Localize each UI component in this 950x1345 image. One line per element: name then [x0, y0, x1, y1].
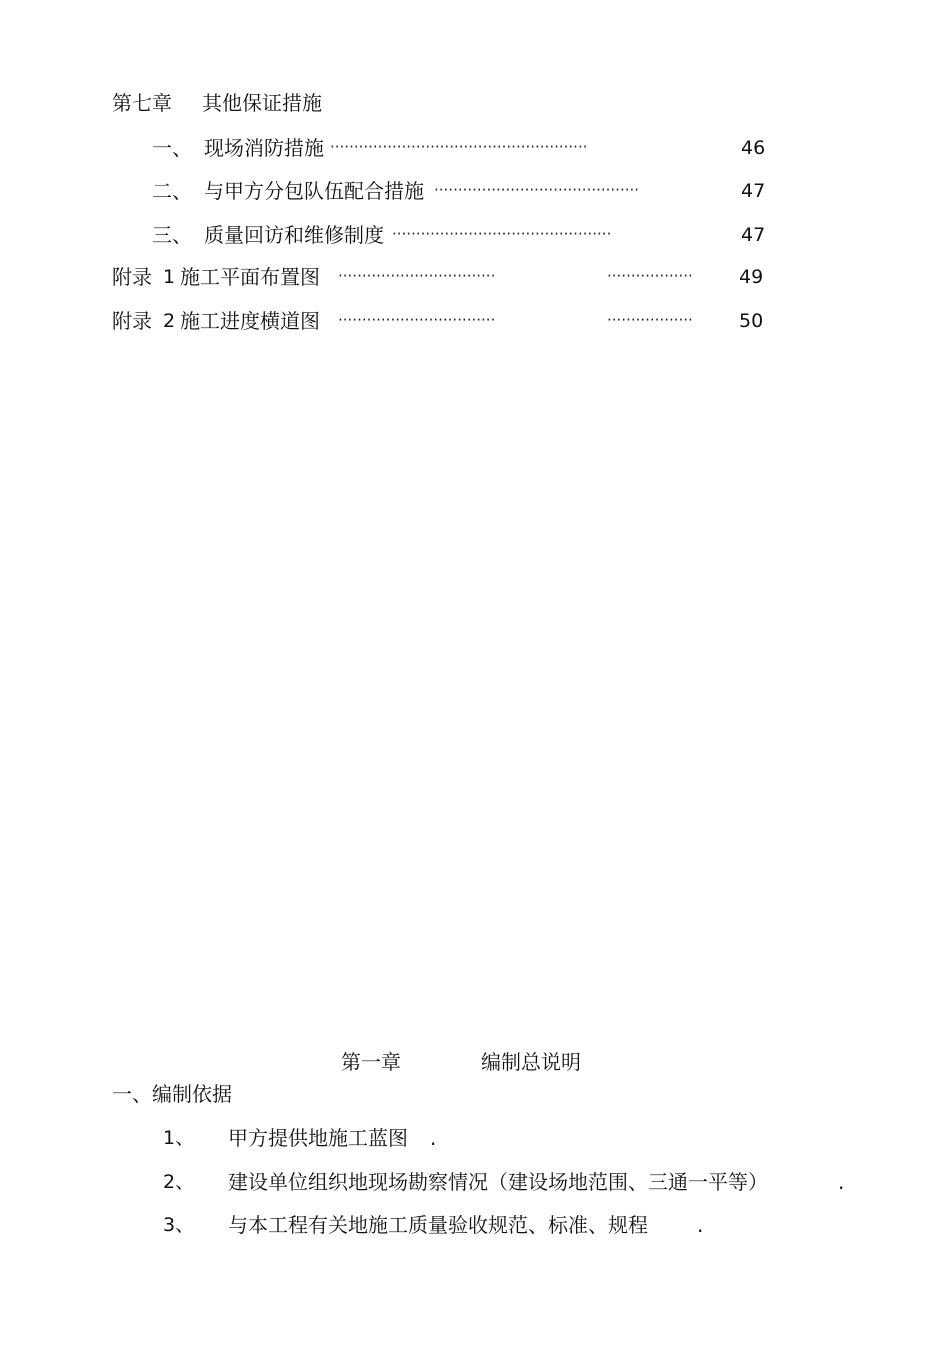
- toc-page-number: 49: [739, 266, 764, 288]
- toc-leader-dots: ··················: [607, 313, 693, 328]
- toc-page-number: 47: [741, 180, 766, 202]
- toc-page-number: 46: [741, 137, 766, 159]
- chapter-number: 第一章: [341, 1050, 401, 1074]
- toc-entry-title: 与甲方分包队伍配合措施: [204, 179, 424, 203]
- appendix-label: 附录: [112, 309, 152, 333]
- toc-entry-number: 三、: [152, 223, 192, 247]
- list-item-number: 1、: [163, 1127, 195, 1149]
- list-item-number: 2、: [163, 1171, 195, 1193]
- list-item-text: 建设单位组织地现场勘察情况（建设场地范围、三通一平等）: [228, 1170, 768, 1194]
- toc-chapter-title: 其他保证措施: [202, 91, 322, 115]
- toc-page-number: 50: [739, 310, 764, 332]
- list-item-text: 与本工程有关地施工质量验收规范、标准、规程: [228, 1213, 648, 1237]
- toc-leader-dots: ··················: [607, 269, 693, 284]
- list-item-end-mark: .: [697, 1213, 704, 1237]
- toc-leader-dots: ·································: [338, 313, 496, 328]
- list-item-end-mark: .: [838, 1170, 845, 1194]
- toc-page-number: 47: [741, 224, 766, 246]
- appendix-number: 1: [163, 266, 176, 288]
- toc-entry-title: 质量回访和维修制度: [204, 223, 384, 247]
- appendix-label: 附录: [112, 265, 152, 289]
- chapter-title: 编制总说明: [481, 1050, 581, 1074]
- list-item-text: 甲方提供地施工蓝图: [228, 1126, 408, 1150]
- appendix-number: 2: [163, 310, 176, 332]
- appendix-title: 施工进度横道图: [180, 309, 320, 333]
- toc-leader-dots: ··············································: [392, 227, 612, 242]
- toc-entry-title: 现场消防措施: [204, 136, 324, 160]
- list-item-end-mark: .: [430, 1126, 437, 1150]
- toc-chapter-number: 第七章: [112, 91, 172, 115]
- toc-leader-dots: ······················································: [330, 140, 588, 155]
- toc-leader-dots: ···········································: [434, 183, 640, 198]
- toc-entry-number: 二、: [152, 179, 192, 203]
- list-item-number: 3、: [163, 1214, 195, 1236]
- toc-leader-dots: ·································: [338, 269, 496, 284]
- toc-entry-number: 一、: [152, 136, 192, 160]
- section-heading: 一、编制依据: [112, 1082, 232, 1106]
- appendix-title: 施工平面布置图: [180, 265, 320, 289]
